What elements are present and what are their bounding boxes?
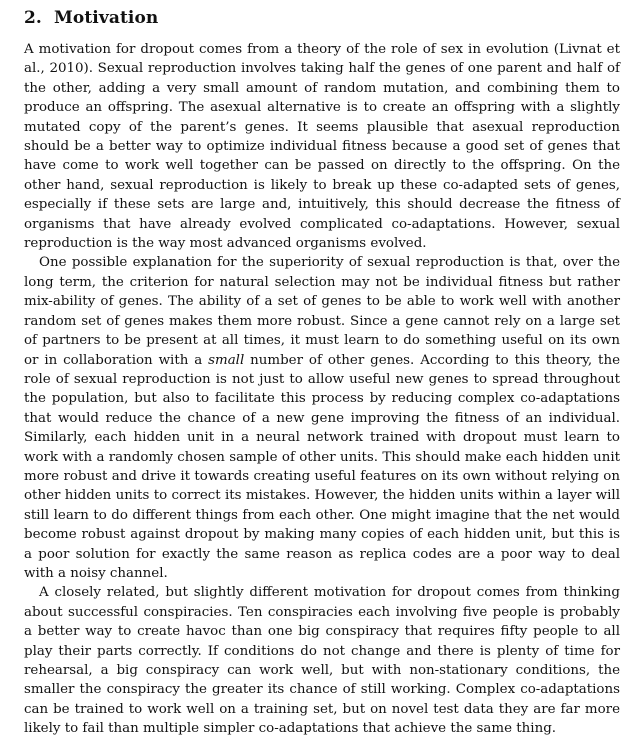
section-heading xyxy=(24,8,620,28)
paragraph-2-part-1: One possible explanation for the superiority of sexual reproduction is that, over the long term, the criterion for natural selection may not be individual fitness but rather mix-ability of genes. The ability of a set of genes to be able to work well with another random set of genes makes them more robust. Since a gene cannot rely on a large set of partners to be present at all times, it must learn to do something useful on its own or in collaboration with a xyxy=(24,255,620,368)
paragraph-2-part-2: number of other genes. According to this theory, the role of sexual reproduction is not just to allow useful new genes to spread throughout the population, but also to facilitate this process by reducing complex co-adaptations that would reduce the chance of a new gene improving the fitness of an individual. Similarly, each hidden unit in a neural network trained with dropout must learn to work with a randomly chosen sample of other units. This should make each hidden unit more robust and drive it towards creating useful features on its own without relying on other hidden units to correct its mistakes. However, the hidden units within a layer will still learn to do different things from each other. One might imagine that the net would become robust against dropout by making many copies of each hidden unit, but this is a poor solution for exactly the same reason as replica codes are a poor way to deal with a noisy channel. xyxy=(24,352,620,581)
paragraph-3: A closely related, but slightly different motivation for dropout comes from thinking about successful conspiracies. Ten conspiracies each involving five people is probably a better way to create havoc than one big conspiracy that requires fifty people to all play their parts correctly. If conditions do not change and there is plenty of time for rehearsal, a big conspiracy can work well, but with non-stationary conditions, the smaller the conspiracy the greater its chance of still working. Complex co-adaptations can be trained to work well on a training set, but on novel test data they are far more likely to fail than multiple simpler co-adaptations that achieve the same thing. xyxy=(24,585,620,737)
paragraph-2 xyxy=(24,253,620,583)
section-number: 2. xyxy=(24,8,42,28)
emphasis-small: small xyxy=(208,352,245,368)
section-title: Motivation xyxy=(54,8,159,28)
paragraph-1: A motivation for dropout comes from a theory of the role of sex in evolution (Livnat et al., 2010). Sexual reproduction involves taking half the genes of one parent and half of the other, adding a very small amount of random mutation, and combining them to produce an offspring. The asexual alternative is to create an offspring with a slightly mutated copy of the parent’s genes. It seems plausible that asexual reproduction should be a better way to optimize individual fitness because a good set of genes that have come to work well together can be passed on directly to the offspring. On the other hand, sexual reproduction is likely to break up these co-adapted sets of genes, especially if these sets are large and, intuitively, this should decrease the fitness of organisms that have already evolved complicated co-adaptations. However, sexual reproduction is the way most advanced organisms evolved. xyxy=(24,42,620,252)
